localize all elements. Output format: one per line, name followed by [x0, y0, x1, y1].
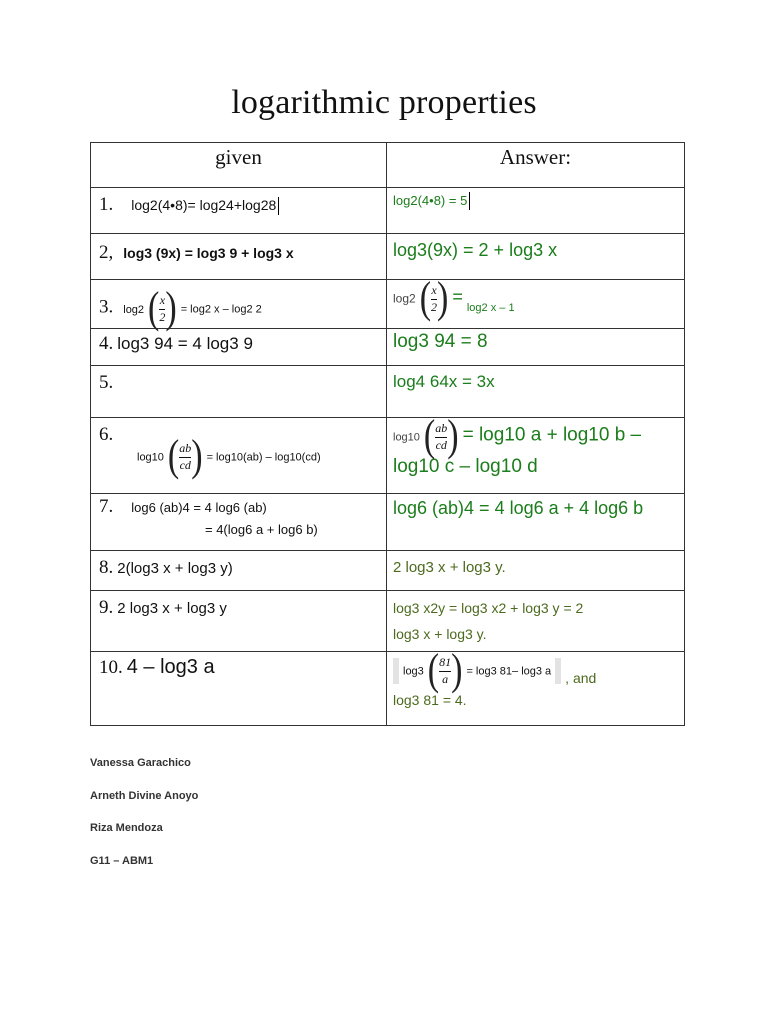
fraction-numerator: ab	[435, 421, 448, 436]
given-cell	[91, 494, 387, 551]
table-row	[91, 366, 685, 418]
given-expression: 2 log3 x + log3 y	[117, 600, 227, 617]
header-given: given	[91, 143, 387, 188]
answer-prefix: log2	[393, 291, 416, 306]
answer-suffix: = log3 81– log3 a	[466, 665, 552, 678]
given-cell	[91, 234, 387, 280]
given-cell	[91, 188, 387, 234]
given-fraction: ( x 2 )	[148, 284, 177, 333]
row-number: 8.	[99, 557, 114, 578]
table-row	[91, 591, 685, 652]
answer-fraction: ( x 2 )	[419, 274, 449, 323]
answer-cell	[387, 494, 685, 551]
author-name: Vanessa Garachico	[90, 757, 191, 769]
answer-suffix: log2 x – 1	[466, 301, 515, 314]
fraction-denominator: cd	[179, 457, 191, 472]
given-expression: log3 94 = 4 log3 9	[117, 334, 253, 353]
table-row	[91, 551, 685, 591]
answer-cell	[387, 412, 685, 494]
table-row	[91, 494, 685, 551]
fraction-denominator: cd	[435, 437, 447, 452]
author-name: Riza Mendoza	[90, 822, 163, 834]
fraction-denominator: 2	[431, 299, 438, 314]
given-cell	[91, 652, 387, 726]
answer-cell	[387, 591, 685, 652]
fraction-numerator: ab	[179, 441, 192, 456]
answer-line-2: log3 81 = 4.	[393, 692, 467, 708]
answer-expression: log3(9x) = 2 + log3 x	[393, 240, 558, 260]
table-row	[91, 280, 685, 329]
answer-and: , and	[565, 669, 597, 686]
table-row	[91, 652, 685, 726]
answer-prefix: log10	[393, 431, 420, 444]
header-answer: Answer:	[387, 143, 685, 188]
answer-line-2: log3 x + log3 y.	[393, 626, 487, 642]
answer-cell	[387, 366, 685, 418]
answer-prefix: log3	[403, 665, 424, 678]
answer-line-2: log10 c – log10 d	[393, 456, 538, 477]
properties-table	[90, 142, 685, 726]
table-row	[91, 234, 685, 280]
given-cell	[91, 329, 387, 366]
table-header-row	[91, 143, 685, 188]
text-cursor-icon	[278, 197, 279, 215]
given-expression: 2(log3 x + log3 y)	[117, 560, 233, 577]
given-cell	[91, 366, 387, 418]
answer-line-1: = log10 a + log10 b –	[462, 424, 642, 446]
given-suffix: = log2 x – log2 2	[180, 303, 262, 316]
row-number: 4.	[99, 333, 114, 354]
author-name: Arneth Divine Anoyo	[90, 790, 199, 802]
answer-line-1: log3 x2y = log3 x2 + log3 y = 2	[393, 600, 584, 616]
given-prefix: log10	[137, 451, 164, 464]
table-row	[91, 418, 685, 494]
answer-fraction: ( ab cd )	[423, 412, 459, 461]
answer-expression: log2(4•8) = 5	[393, 193, 468, 208]
fraction-numerator: x	[159, 293, 166, 308]
given-expression: log3 (9x) = log3 9 + log3 x	[123, 245, 294, 261]
given-line-2: = 4(log6 a + log6 b)	[205, 522, 318, 537]
given-prefix: log2	[123, 303, 145, 316]
answer-cell	[387, 234, 685, 280]
row-number: 9.	[99, 597, 114, 618]
answer-fraction: ( 81 a )	[427, 646, 463, 695]
given-fraction: ( ab cd )	[167, 432, 203, 481]
answer-expression: log4 64x = 3x	[393, 372, 495, 391]
section-label: G11 – ABM1	[90, 855, 154, 867]
fraction-denominator: a	[442, 671, 449, 686]
answer-equals: =	[452, 286, 463, 307]
selection-highlight	[555, 658, 561, 684]
fraction-numerator: 81	[439, 655, 452, 670]
given-cell	[91, 280, 387, 333]
page-title: logarithmic properties	[231, 84, 537, 121]
row-number: 10.	[99, 657, 123, 678]
fraction-denominator: 2	[159, 309, 166, 324]
given-cell	[91, 591, 387, 652]
row-number: 7.	[99, 496, 114, 517]
row-number: 6.	[99, 424, 114, 445]
answer-expression: 2 log3 x + log3 y.	[393, 559, 506, 576]
given-cell	[91, 551, 387, 591]
answer-cell	[387, 646, 685, 726]
given-line-1: log6 (ab)4 = 4 log6 (ab)	[131, 500, 267, 515]
given-expression: log2(4•8)= log24+log28	[131, 197, 277, 213]
table-row	[91, 329, 685, 366]
given-suffix: = log10(ab) – log10(cd)	[206, 451, 321, 464]
row-number: 3.	[99, 296, 114, 318]
given-expression: 4 – log3 a	[126, 656, 215, 678]
answer-expression: log3 94 = 8	[393, 331, 488, 352]
answer-cell	[387, 329, 685, 366]
row-number: 5.	[99, 372, 114, 393]
answer-cell	[387, 188, 685, 234]
answer-expression: log6 (ab)4 = 4 log6 a + 4 log6 b	[393, 498, 644, 518]
fraction-numerator: x	[431, 283, 437, 298]
answer-cell	[387, 551, 685, 591]
text-cursor-icon	[469, 192, 470, 210]
row-number: 2,	[99, 242, 114, 263]
row-number: 1.	[99, 194, 114, 215]
given-cell	[91, 418, 387, 494]
answer-cell	[387, 274, 685, 329]
selection-highlight	[393, 658, 399, 684]
table-row	[91, 188, 685, 234]
